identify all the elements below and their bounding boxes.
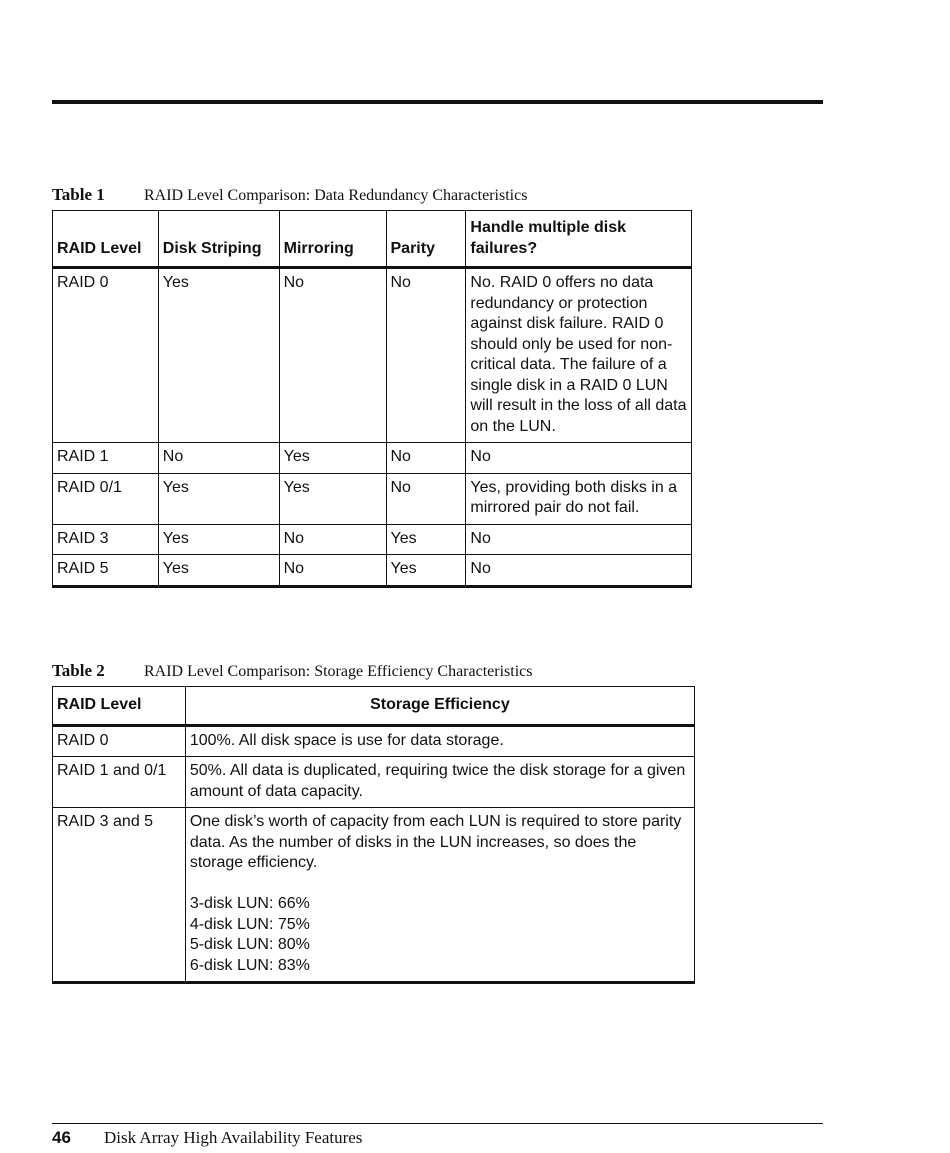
header-mirroring: Mirroring [279,211,386,268]
raid-efficiency-table [52,686,695,984]
header-storage-efficiency: Storage Efficiency [185,687,694,726]
footer-section-title: Disk Array High Availability Features [104,1128,363,1147]
top-rule [52,100,823,104]
table-cell: No [279,268,386,443]
table-cell: No [386,473,466,524]
table-row [53,268,692,443]
table-cell: 50%. All data is duplicated, requiring twice the disk storage for a given amount of data capacity. [185,757,694,808]
table2-caption [52,661,532,681]
table-cell: No [466,555,692,587]
table-cell: RAID 1 [53,443,159,474]
footer-rule [52,1123,823,1124]
header-raid-level: RAID Level [53,211,159,268]
table-cell: No [466,524,692,555]
table-cell: RAID 3 [53,524,159,555]
table-cell: No [386,443,466,474]
table-cell: Yes [158,268,279,443]
table-cell: One disk’s worth of capacity from each LUN is required to store parity data. As the number of disks in the LUN increases, so does the storage efficiency. 3-disk LUN: 66% 4-disk LUN: 75% 5-disk LUN: 80% 6-disk LUN: 83% [185,808,694,983]
table-row [53,725,695,757]
table-cell: RAID 1 and 0/1 [53,757,186,808]
page-footer [52,1128,362,1148]
header-raid-level: RAID Level [53,687,186,726]
raid-redundancy-table [52,210,692,588]
table1-label: Table 1 [52,185,105,204]
table-cell: RAID 0 [53,725,186,757]
table-cell: Yes [158,555,279,587]
table-cell: No [158,443,279,474]
table-cell: RAID 0 [53,268,159,443]
table-cell: No [466,443,692,474]
table-cell: No [279,555,386,587]
table-header-row [53,211,692,268]
table-row [53,473,692,524]
table-cell: Yes [386,555,466,587]
table-cell: No [279,524,386,555]
table-row [53,808,695,983]
table-cell: No. RAID 0 offers no data redundancy or protection against disk failure. RAID 0 should only be used for non-critical data. The failure of a single disk in a RAID 0 LUN will result in the loss of all data on the LUN. [466,268,692,443]
table-cell: RAID 5 [53,555,159,587]
table2-title: RAID Level Comparison: Storage Efficiency Characteristics [144,663,533,680]
table-cell: RAID 3 and 5 [53,808,186,983]
table-header-row [53,687,695,726]
table1-caption [52,185,527,205]
table-row [53,524,692,555]
table-cell: Yes [386,524,466,555]
table-row [53,555,692,587]
table-cell: Yes [279,443,386,474]
table1-title: RAID Level Comparison: Data Redundancy Characteristics [144,187,528,204]
table2-label: Table 2 [52,661,105,680]
table-cell: Yes [158,524,279,555]
table-cell: Yes [158,473,279,524]
page-number: 46 [52,1128,71,1147]
header-multiple-failures: Handle multiple disk failures? [466,211,692,268]
table-cell: RAID 0/1 [53,473,159,524]
table-cell: Yes [279,473,386,524]
table-cell: Yes, providing both disks in a mirrored pair do not fail. [466,473,692,524]
table-cell: 100%. All disk space is use for data storage. [185,725,694,757]
table-row [53,757,695,808]
table-cell: No [386,268,466,443]
header-parity: Parity [386,211,466,268]
header-disk-striping: Disk Striping [158,211,279,268]
table-row [53,443,692,474]
